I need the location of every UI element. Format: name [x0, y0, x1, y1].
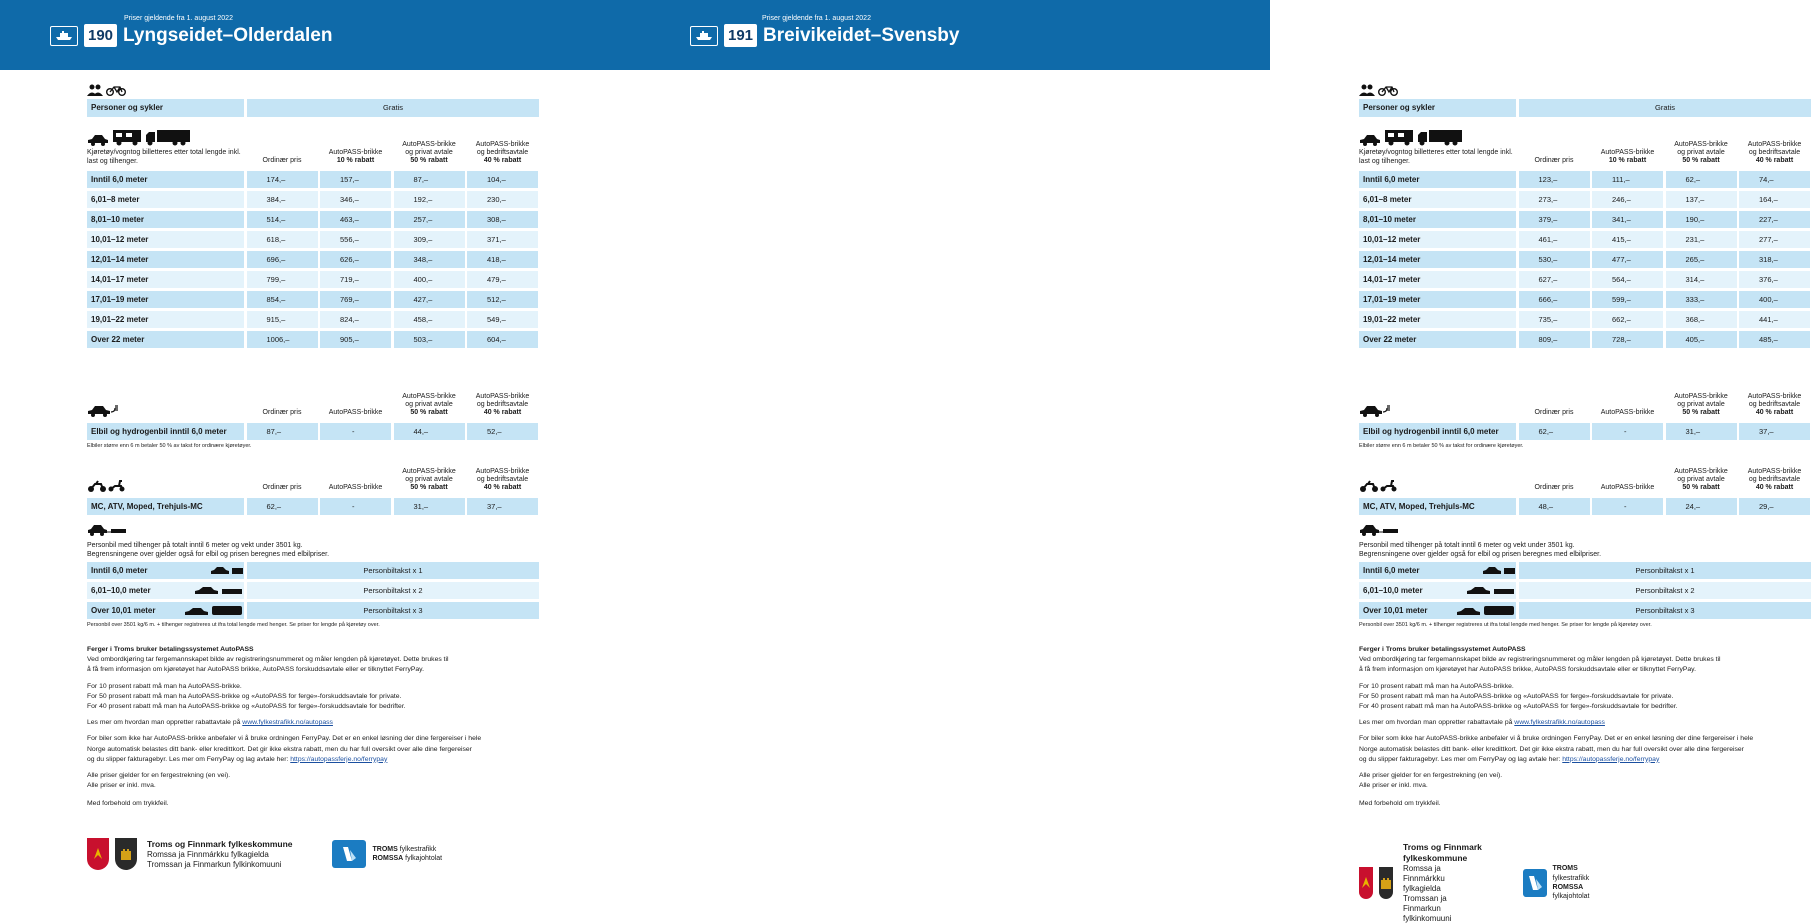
- electric-grid: [87, 380, 539, 440]
- price-private: 87,–: [394, 171, 465, 189]
- reservation-note: Med forbehold om trykkfeil.: [87, 800, 169, 808]
- vehicle-length-label: 10,01–12 meter: [1359, 231, 1516, 249]
- price-private: 309,–: [394, 231, 465, 249]
- trailer-row-2: 6,01–10,0 meter: [87, 582, 244, 600]
- vehicle-length-label: 6,01–8 meter: [1359, 191, 1516, 209]
- vehicle-length-label: 19,01–22 meter: [87, 311, 244, 329]
- price-ordinary: 854,–: [247, 291, 318, 309]
- info-p1a: Ved ombordkjøring tar fergemannskapet bilde av registreringsnummeret og måler lengden på kjøretøyet. Dette brukes til: [1359, 656, 1721, 664]
- rebate-50: For 50 prosent rabatt må man ha AutoPASS-brikke og «AutoPASS for ferge»-forskuddsavtale for private.: [1359, 692, 1674, 700]
- vehicle-price-table: [87, 128, 539, 348]
- price-business: 230,–: [467, 191, 538, 209]
- trailer-price-2: Personbiltakst x 2: [247, 582, 539, 600]
- ecol-business: AutoPASS-brikke og bedriftsavtale 40 % rabatt: [1747, 392, 1802, 416]
- truck-icon: [145, 129, 191, 146]
- price-ordinary: 273,–: [1519, 191, 1590, 209]
- price-autopass: 246,–: [1592, 191, 1663, 209]
- electric-private: 44,–: [394, 423, 465, 441]
- mc-private: 31,–: [394, 498, 465, 516]
- vehicle-icons: [87, 129, 244, 146]
- price-autopass: 157,–: [320, 171, 391, 189]
- trailer-desc-2: Begrensningene over gjelder også for elbil og prisen beregnes med elbilpriser.: [87, 551, 330, 559]
- bicycle-icon: [106, 84, 126, 96]
- electric-car-icon: [87, 404, 119, 418]
- car-trailer-icon: [1359, 524, 1399, 536]
- price-private: 458,–: [394, 311, 465, 329]
- price-business: 512,–: [467, 291, 538, 309]
- ferrypay-3: og du slipper fakturagebyr. Les mer om FerryPay og lag avtale her:: [87, 755, 291, 763]
- mcol-ordinary: Ordinær pris: [262, 483, 302, 491]
- troms-fylkestrafikk-logo: TROMS fylkestrafikk ROMSSA fylkajohtolat: [332, 840, 442, 868]
- col-autopass: AutoPASS-brikke 10 % rabatt: [1600, 148, 1655, 164]
- mcol-business: AutoPASS-brikke og bedriftsavtale 40 % rabatt: [1747, 467, 1802, 491]
- price-private: 265,–: [1666, 251, 1737, 269]
- price-business: 227,–: [1739, 211, 1810, 229]
- vehicle-length-label: Inntil 6,0 meter: [1359, 171, 1516, 189]
- trailer-desc-2: Begrensningene over gjelder også for elbil og prisen beregnes med elbilpriser.: [1359, 551, 1602, 559]
- col-business: AutoPASS-brikke og bedriftsavtale 40 % rabatt: [475, 140, 530, 164]
- footer-logos: [1359, 842, 1600, 924]
- price-private: 368,–: [1666, 311, 1737, 329]
- price-autopass: 415,–: [1592, 231, 1663, 249]
- ecol-private: AutoPASS-brikke og privat avtale 50 % rabatt: [402, 392, 456, 416]
- price-ordinary: 379,–: [1519, 211, 1590, 229]
- mc-autopass: -: [320, 498, 391, 516]
- vehicle-price-table: [1359, 128, 1811, 348]
- motorcycle-icon: [87, 479, 127, 493]
- electric-header: [87, 380, 244, 420]
- finnmark-coat-of-arms-icon: [1379, 867, 1393, 899]
- price-page: [0, 0, 635, 892]
- vehicle-grid: [87, 128, 539, 348]
- info-title: Ferger i Troms bruker betalingssystemet AutoPASS: [1359, 646, 1526, 653]
- price-autopass: 564,–: [1592, 271, 1663, 289]
- price-business: 549,–: [467, 311, 538, 329]
- price-private: 314,–: [1666, 271, 1737, 289]
- all-prices-2: Alle priser er inkl. mva.: [1359, 782, 1428, 790]
- rebate-40: For 40 prosent rabatt må man ha AutoPASS-brikke og «AutoPASS for ferge»-forskuddsavtale for bedrifter.: [87, 702, 406, 710]
- read-more: Les mer om hvordan man oppretter rabattavtale på: [87, 719, 243, 727]
- vehicle-length-label: 14,01–17 meter: [1359, 271, 1516, 289]
- camper-icon: [112, 129, 142, 146]
- electric-header: [1359, 380, 1516, 420]
- route-name: Lyngseidet–Olderdalen: [123, 24, 333, 46]
- price-autopass: 769,–: [320, 291, 391, 309]
- motorcycle-icon: [1359, 479, 1399, 493]
- persons-icons: [1359, 84, 1811, 96]
- price-ordinary: 1006,–: [247, 331, 318, 349]
- price-ordinary: 123,–: [1519, 171, 1590, 189]
- electric-label: Elbil og hydrogenbil inntil 6,0 meter: [1359, 423, 1516, 441]
- mc-private: 24,–: [1666, 498, 1737, 516]
- mc-ordinary: 48,–: [1519, 498, 1590, 516]
- price-autopass: 346,–: [320, 191, 391, 209]
- trailer-grid: [1359, 562, 1811, 620]
- ecol-business: AutoPASS-brikke og bedriftsavtale 40 % rabatt: [475, 392, 530, 416]
- trailer-row-3: Over 10,01 meter: [87, 602, 244, 620]
- price-business: 400,–: [1739, 291, 1810, 309]
- mc-grid: [1359, 455, 1811, 515]
- valid-from: Priser gjeldende fra 1. august 2022: [124, 15, 233, 22]
- rebate-40: For 40 prosent rabatt må man ha AutoPASS-brikke og «AutoPASS for ferge»-forskuddsavtale for bedrifter.: [1359, 702, 1678, 710]
- people-icon: [1359, 84, 1375, 96]
- route-number: 190: [84, 24, 117, 47]
- county-name: Troms og Finnmark fylkeskommune Romssa ja Finnmárkku fylkagielda Tromssan ja Finmarkun fylkinkomuuni: [147, 838, 293, 869]
- mcol-autopass: AutoPASS-brikke: [328, 483, 383, 491]
- price-autopass: 728,–: [1592, 331, 1663, 349]
- persons-label: Personer og sykler: [1359, 99, 1516, 117]
- mc-business: 37,–: [467, 498, 538, 516]
- info-text: [1359, 645, 1819, 815]
- trailer-section: [87, 523, 539, 628]
- vehicle-length-label: 19,01–22 meter: [1359, 311, 1516, 329]
- col-ordinary: Ordinær pris: [1534, 156, 1574, 164]
- vehicle-length-label: 17,01–19 meter: [1359, 291, 1516, 309]
- price-ordinary: 627,–: [1519, 271, 1590, 289]
- info-p1a: Ved ombordkjøring tar fergemannskapet bilde av registreringsnummeret og måler lengden på kjøretøyet. Dette brukes til: [87, 656, 449, 664]
- mc-section: [1359, 455, 1811, 515]
- all-prices-2: Alle priser er inkl. mva.: [87, 782, 156, 790]
- price-autopass: 111,–: [1592, 171, 1663, 189]
- valid-from: Priser gjeldende fra 1. august 2022: [762, 15, 871, 22]
- ferrypay-link[interactable]: https://autopassferje.no/ferrypay: [1562, 755, 1660, 763]
- trailer-price-1: Personbiltakst x 1: [1519, 562, 1811, 580]
- route-title-row: [690, 24, 959, 47]
- price-private: 257,–: [394, 211, 465, 229]
- persons-price: Gratis: [1519, 99, 1811, 117]
- price-private: 62,–: [1666, 171, 1737, 189]
- price-private: 405,–: [1666, 331, 1737, 349]
- mc-section: [87, 455, 539, 515]
- col-private: AutoPASS-brikke og privat avtale 50 % rabatt: [1674, 140, 1728, 164]
- vehicle-length-label: 12,01–14 meter: [87, 251, 244, 269]
- electric-section: [87, 380, 539, 449]
- troms-coat-of-arms-icon: [87, 838, 109, 870]
- vehicle-length-label: 8,01–10 meter: [1359, 211, 1516, 229]
- price-page: [635, 0, 1802, 923]
- price-business: 371,–: [467, 231, 538, 249]
- ferrypay-1: For biler som ikke har AutoPASS-brikke anbefaler vi å bruke ordningen FerryPay. Det er en enkel løsning der dine fergereiser i hele: [1359, 735, 1754, 743]
- electric-business: 52,–: [467, 423, 538, 441]
- car-small-trailer-icon: [210, 566, 244, 576]
- vehicle-length-label: 10,01–12 meter: [87, 231, 244, 249]
- electric-autopass: -: [320, 423, 391, 441]
- autopass-link[interactable]: www.fylkestrafikk.no/autopass: [1514, 719, 1605, 727]
- ferrypay-1: For biler som ikke har AutoPASS-brikke anbefaler vi å bruke ordningen FerryPay. Det er en enkel løsning der dine fergereiser i hele: [87, 735, 482, 743]
- reservation-note: Med forbehold om trykkfeil.: [1359, 800, 1441, 808]
- price-private: 190,–: [1666, 211, 1737, 229]
- car-small-trailer-icon: [1482, 566, 1516, 576]
- vehicle-length-note: Kjøretøy/vogntog billetteres etter total lengde inkl. last og tilhenger.: [87, 149, 241, 165]
- price-ordinary: 799,–: [247, 271, 318, 289]
- mcol-private: AutoPASS-brikke og privat avtale 50 % rabatt: [402, 467, 456, 491]
- vehicle-icons: [1359, 129, 1516, 146]
- electric-label: Elbil og hydrogenbil inntil 6,0 meter: [87, 423, 244, 441]
- car-trailer-icon: [1466, 586, 1516, 596]
- car-caravan-icon: [1456, 605, 1516, 617]
- price-private: 348,–: [394, 251, 465, 269]
- price-private: 231,–: [1666, 231, 1737, 249]
- price-ordinary: 809,–: [1519, 331, 1590, 349]
- price-ordinary: 384,–: [247, 191, 318, 209]
- route-number: 191: [724, 24, 757, 47]
- price-autopass: 626,–: [320, 251, 391, 269]
- vehicle-length-label: 17,01–19 meter: [87, 291, 244, 309]
- persons-icons: [87, 84, 539, 96]
- price-business: 318,–: [1739, 251, 1810, 269]
- price-business: 441,–: [1739, 311, 1810, 329]
- price-autopass: 824,–: [320, 311, 391, 329]
- trailer-desc-1: Personbil med tilhenger på totalt inntil 6 meter og vekt under 3501 kg.: [1359, 542, 1575, 549]
- electric-section: [1359, 380, 1811, 449]
- car-icon: [87, 134, 109, 146]
- mc-business: 29,–: [1739, 498, 1810, 516]
- ferrypay-link[interactable]: https://autopassferje.no/ferrypay: [290, 755, 388, 763]
- car-trailer-icon: [194, 586, 244, 596]
- vehicle-length-note: Kjøretøy/vogntog billetteres etter total lengde inkl. last og tilhenger.: [1359, 149, 1513, 165]
- troms-fylkestrafikk-logo: TROMS fylkestrafikk ROMSSA fylkajohtolat: [1523, 864, 1600, 902]
- col-business: AutoPASS-brikke og bedriftsavtale 40 % rabatt: [1747, 140, 1802, 164]
- info-text: [87, 645, 547, 815]
- fylkestrafikk-icon: [1523, 869, 1546, 897]
- persons-label: Personer og sykler: [87, 99, 244, 117]
- vehicle-length-label: Inntil 6,0 meter: [87, 171, 244, 189]
- price-ordinary: 915,–: [247, 311, 318, 329]
- ecol-autopass: AutoPASS-brikke: [1600, 408, 1655, 416]
- trailer-desc-1: Personbil med tilhenger på totalt inntil 6 meter og vekt under 3501 kg.: [87, 542, 303, 549]
- price-ordinary: 696,–: [247, 251, 318, 269]
- trailer-price-1: Personbiltakst x 1: [247, 562, 539, 580]
- trailer-section: [1359, 523, 1811, 628]
- fylkestrafikk-icon: [332, 840, 366, 868]
- price-business: 308,–: [467, 211, 538, 229]
- ecol-autopass: AutoPASS-brikke: [328, 408, 383, 416]
- price-autopass: 719,–: [320, 271, 391, 289]
- col-private: AutoPASS-brikke og privat avtale 50 % rabatt: [402, 140, 456, 164]
- electric-ordinary: 87,–: [247, 423, 318, 441]
- electric-ordinary: 62,–: [1519, 423, 1590, 441]
- mc-grid: [87, 455, 539, 515]
- all-prices-1: Alle priser gjelder for en fergestrekning (en vei).: [87, 771, 231, 779]
- route-name: Breivikeidet–Svensby: [763, 24, 960, 46]
- trailer-grid: [87, 562, 539, 620]
- price-private: 503,–: [394, 331, 465, 349]
- rebate-10: For 10 prosent rabatt må man ha AutoPASS-brikke.: [1359, 682, 1514, 690]
- info-p1b: å få frem informasjon om kjøretøyet har AutoPASS brikke, AutoPASS forskuddsavtale eller er tilknyttet FerryPay.: [1359, 666, 1696, 674]
- price-business: 164,–: [1739, 191, 1810, 209]
- price-autopass: 477,–: [1592, 251, 1663, 269]
- people-icon: [87, 84, 103, 96]
- price-business: 418,–: [467, 251, 538, 269]
- price-autopass: 662,–: [1592, 311, 1663, 329]
- col-autopass: AutoPASS-brikke 10 % rabatt: [328, 148, 383, 164]
- trailer-note: Personbil over 3501 kg/6 m. + tilhenger registreres ut ifra total lengde med henger. Se priser for lengde på kjøretøy over.: [87, 622, 380, 629]
- car-icon: [1359, 134, 1381, 146]
- vehicle-length-label: Over 22 meter: [87, 331, 244, 349]
- camper-icon: [1384, 129, 1414, 146]
- electric-private: 31,–: [1666, 423, 1737, 441]
- route-title-row: [50, 24, 332, 47]
- footer-logos: [87, 838, 442, 870]
- mc-label: MC, ATV, Moped, Trehjuls-MC: [1359, 498, 1516, 516]
- ecol-ordinary: Ordinær pris: [1534, 408, 1574, 416]
- mc-ordinary: 62,–: [247, 498, 318, 516]
- price-business: 277,–: [1739, 231, 1810, 249]
- ecol-private: AutoPASS-brikke og privat avtale 50 % rabatt: [1674, 392, 1728, 416]
- price-ordinary: 618,–: [247, 231, 318, 249]
- mc-header: [87, 455, 244, 495]
- electric-car-icon: [1359, 404, 1391, 418]
- car-trailer-icon: [87, 524, 127, 536]
- rebate-50: For 50 prosent rabatt må man ha AutoPASS-brikke og «AutoPASS for ferge»-forskuddsavtale for private.: [87, 692, 402, 700]
- col-ordinary: Ordinær pris: [262, 156, 302, 164]
- car-caravan-icon: [184, 605, 244, 617]
- vehicle-length-label: 14,01–17 meter: [87, 271, 244, 289]
- mcol-ordinary: Ordinær pris: [1534, 483, 1574, 491]
- mc-header: [1359, 455, 1516, 495]
- info-title: Ferger i Troms bruker betalingssystemet AutoPASS: [87, 646, 254, 653]
- price-business: 604,–: [467, 331, 538, 349]
- ferry-icon: [690, 26, 718, 46]
- persons-price: Gratis: [247, 99, 539, 117]
- truck-icon: [1417, 129, 1463, 146]
- vehicle-header: [87, 128, 244, 168]
- vehicle-length-label: 12,01–14 meter: [1359, 251, 1516, 269]
- ecol-ordinary: Ordinær pris: [262, 408, 302, 416]
- price-business: 104,–: [467, 171, 538, 189]
- trailer-note: Personbil over 3501 kg/6 m. + tilhenger registreres ut ifra total lengde med henger. Se priser for lengde på kjøretøy over.: [1359, 622, 1652, 629]
- rebate-10: For 10 prosent rabatt må man ha AutoPASS-brikke.: [87, 682, 242, 690]
- vehicle-length-label: 8,01–10 meter: [87, 211, 244, 229]
- price-private: 400,–: [394, 271, 465, 289]
- county-name: Troms og Finnmark fylkeskommune Romssa ja Finnmárkku fylkagielda Tromssan ja Finmarkun fylkinkomuuni: [1403, 842, 1482, 923]
- mc-label: MC, ATV, Moped, Trehjuls-MC: [87, 498, 244, 516]
- price-autopass: 905,–: [320, 331, 391, 349]
- price-private: 137,–: [1666, 191, 1737, 209]
- persons-section: [1359, 84, 1811, 117]
- price-ordinary: 530,–: [1519, 251, 1590, 269]
- all-prices-1: Alle priser gjelder for en fergestrekning (en vei).: [1359, 771, 1503, 779]
- bicycle-icon: [1378, 84, 1398, 96]
- trailer-price-3: Personbiltakst x 3: [1519, 602, 1811, 620]
- troms-coat-of-arms-icon: [1359, 867, 1373, 899]
- trailer-row-1: Inntil 6,0 meter: [87, 562, 244, 580]
- ferrypay-3: og du slipper fakturagebyr. Les mer om FerryPay og lag avtale her:: [1359, 755, 1563, 763]
- price-ordinary: 461,–: [1519, 231, 1590, 249]
- price-ordinary: 666,–: [1519, 291, 1590, 309]
- mcol-autopass: AutoPASS-brikke: [1600, 483, 1655, 491]
- ferry-icon: [50, 26, 78, 46]
- vehicle-length-label: 6,01–8 meter: [87, 191, 244, 209]
- electric-autopass: -: [1592, 423, 1663, 441]
- mcol-business: AutoPASS-brikke og bedriftsavtale 40 % rabatt: [475, 467, 530, 491]
- price-business: 74,–: [1739, 171, 1810, 189]
- price-private: 427,–: [394, 291, 465, 309]
- vehicle-header: [1359, 128, 1516, 168]
- price-autopass: 599,–: [1592, 291, 1663, 309]
- price-ordinary: 735,–: [1519, 311, 1590, 329]
- electric-grid: [1359, 380, 1811, 440]
- info-p1b: å få frem informasjon om kjøretøyet har AutoPASS brikke, AutoPASS forskuddsavtale eller er tilknyttet FerryPay.: [87, 666, 424, 674]
- price-autopass: 463,–: [320, 211, 391, 229]
- electric-note: Elbiler større enn 6 m betaler 50 % av takst for ordinære kjøretøyer.: [1359, 443, 1524, 449]
- electric-note: Elbiler større enn 6 m betaler 50 % av takst for ordinære kjøretøyer.: [87, 443, 252, 449]
- price-business: 479,–: [467, 271, 538, 289]
- trailer-price-3: Personbiltakst x 3: [247, 602, 539, 620]
- ferrypay-2: Norge automatisk belastes ditt bank- eller kredittkort. Det gir ikke ekstra rabatt, men du har full oversikt over alle dine fergereiser: [1359, 745, 1744, 753]
- ferrypay-2: Norge automatisk belastes ditt bank- eller kredittkort. Det gir ikke ekstra rabatt, men du har full oversikt over alle dine fergereiser: [87, 745, 472, 753]
- autopass-link[interactable]: www.fylkestrafikk.no/autopass: [242, 719, 333, 727]
- price-ordinary: 514,–: [247, 211, 318, 229]
- persons-section: [87, 84, 539, 117]
- trailer-price-2: Personbiltakst x 2: [1519, 582, 1811, 600]
- trailer-row-3: Over 10,01 meter: [1359, 602, 1516, 620]
- finnmark-coat-of-arms-icon: [115, 838, 137, 870]
- price-private: 333,–: [1666, 291, 1737, 309]
- electric-business: 37,–: [1739, 423, 1810, 441]
- trailer-row-1: Inntil 6,0 meter: [1359, 562, 1516, 580]
- vehicle-length-label: Over 22 meter: [1359, 331, 1516, 349]
- price-ordinary: 174,–: [247, 171, 318, 189]
- mc-autopass: -: [1592, 498, 1663, 516]
- mcol-private: AutoPASS-brikke og privat avtale 50 % rabatt: [1674, 467, 1728, 491]
- vehicle-grid: [1359, 128, 1811, 348]
- price-private: 192,–: [394, 191, 465, 209]
- price-business: 376,–: [1739, 271, 1810, 289]
- trailer-row-2: 6,01–10,0 meter: [1359, 582, 1516, 600]
- price-autopass: 341,–: [1592, 211, 1663, 229]
- price-autopass: 556,–: [320, 231, 391, 249]
- price-business: 485,–: [1739, 331, 1810, 349]
- read-more: Les mer om hvordan man oppretter rabattavtale på: [1359, 719, 1515, 727]
